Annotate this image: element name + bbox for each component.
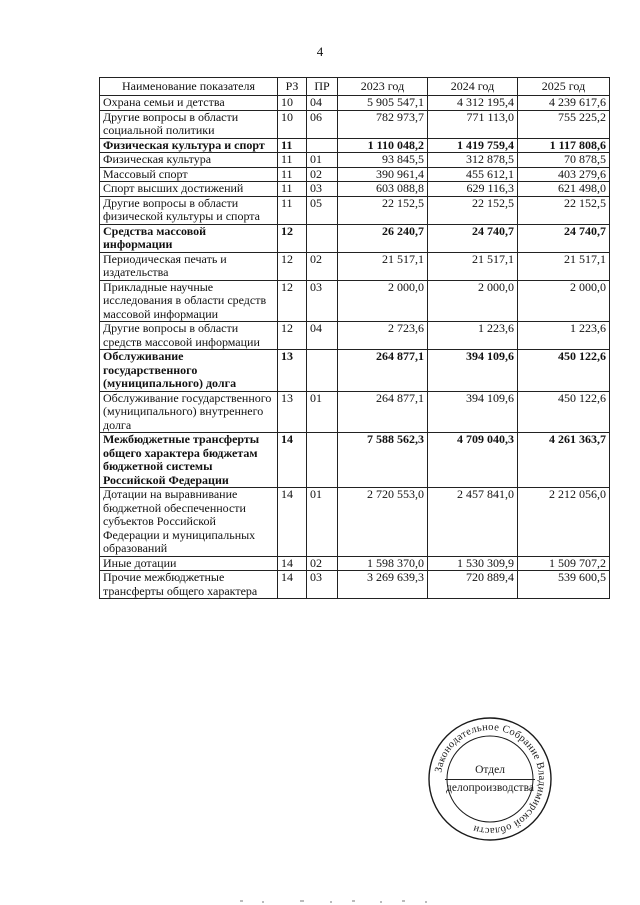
cell-pr: 06 xyxy=(307,110,338,138)
cell-2025: 1 117 808,6 xyxy=(518,138,610,153)
cell-name: Обслуживание государственного (муниципального) долга xyxy=(100,350,278,392)
table-row xyxy=(100,280,610,322)
table-row xyxy=(100,571,610,599)
cell-2025: 621 498,0 xyxy=(518,182,610,197)
cell-name: Прочие межбюджетные трансферты общего характера xyxy=(100,571,278,599)
header-2025: 2025 год xyxy=(518,78,610,96)
header-2023: 2023 год xyxy=(338,78,428,96)
cell-name: Средства массовой информации xyxy=(100,224,278,252)
table-row xyxy=(100,391,610,433)
stamp-ring-text: Законодательное Собрание Владимирской области xyxy=(433,721,548,837)
cell-2025: 450 122,6 xyxy=(518,391,610,433)
cell-pr: 04 xyxy=(307,322,338,350)
cell-2023: 5 905 547,1 xyxy=(338,96,428,111)
cell-2024: 629 116,3 xyxy=(428,182,518,197)
table-body xyxy=(100,96,610,599)
cell-name: Дотации на выравнивание бюджетной обеспеченности субъектов Российской Федерации и муниципальных образований xyxy=(100,488,278,557)
stamp-line1: Отдел xyxy=(475,763,505,776)
cell-rz: 14 xyxy=(278,556,307,571)
cell-2024: 1 530 309,9 xyxy=(428,556,518,571)
cell-2025: 403 279,6 xyxy=(518,167,610,182)
cell-rz: 13 xyxy=(278,391,307,433)
table-row xyxy=(100,167,610,182)
cell-2023: 21 517,1 xyxy=(338,252,428,280)
stamp xyxy=(427,716,553,842)
cell-pr: 01 xyxy=(307,391,338,433)
cell-2024: 22 152,5 xyxy=(428,196,518,224)
cell-pr: 02 xyxy=(307,252,338,280)
cell-name: Периодическая печать и издательства xyxy=(100,252,278,280)
cell-pr: 03 xyxy=(307,571,338,599)
table-header-row xyxy=(100,78,610,96)
cell-rz: 11 xyxy=(278,182,307,197)
cell-2024: 1 419 759,4 xyxy=(428,138,518,153)
table-row xyxy=(100,252,610,280)
cell-rz: 12 xyxy=(278,252,307,280)
cell-2023: 26 240,7 xyxy=(338,224,428,252)
cell-pr: 04 xyxy=(307,96,338,111)
cell-2024: 24 740,7 xyxy=(428,224,518,252)
table-row xyxy=(100,153,610,168)
cell-rz: 11 xyxy=(278,153,307,168)
cell-name: Межбюджетные трансферты общего характера бюджетам бюджетной системы Российской Федерации xyxy=(100,433,278,488)
cell-2025: 70 878,5 xyxy=(518,153,610,168)
cell-pr: 01 xyxy=(307,153,338,168)
table-row xyxy=(100,350,610,392)
cell-2025: 450 122,6 xyxy=(518,350,610,392)
cell-2024: 4 709 040,3 xyxy=(428,433,518,488)
cell-pr xyxy=(307,224,338,252)
cell-2024: 394 109,6 xyxy=(428,350,518,392)
cell-name: Массовый спорт xyxy=(100,167,278,182)
cell-2024: 394 109,6 xyxy=(428,391,518,433)
cell-pr: 01 xyxy=(307,488,338,557)
stamp-line2: делопроизводства xyxy=(446,781,534,794)
cell-rz: 11 xyxy=(278,138,307,153)
table-row xyxy=(100,488,610,557)
cell-rz: 12 xyxy=(278,280,307,322)
cell-rz: 12 xyxy=(278,322,307,350)
cell-pr: 03 xyxy=(307,280,338,322)
table-row xyxy=(100,138,610,153)
cell-2025: 539 600,5 xyxy=(518,571,610,599)
cell-rz: 14 xyxy=(278,433,307,488)
cell-2025: 4 261 363,7 xyxy=(518,433,610,488)
table-row xyxy=(100,433,610,488)
cell-2025: 2 212 056,0 xyxy=(518,488,610,557)
stamp-center xyxy=(427,716,553,842)
cell-rz: 13 xyxy=(278,350,307,392)
cell-pr: 03 xyxy=(307,182,338,197)
cell-rz: 10 xyxy=(278,110,307,138)
cell-pr xyxy=(307,350,338,392)
cell-pr: 02 xyxy=(307,556,338,571)
cell-2024: 21 517,1 xyxy=(428,252,518,280)
table-row xyxy=(100,556,610,571)
scan-artifact xyxy=(0,898,640,905)
cell-2023: 2 720 553,0 xyxy=(338,488,428,557)
cell-2023: 782 973,7 xyxy=(338,110,428,138)
cell-2023: 1 110 048,2 xyxy=(338,138,428,153)
page-number: 4 xyxy=(316,44,324,59)
table-row xyxy=(100,224,610,252)
cell-name: Другие вопросы в области физической культуры и спорта xyxy=(100,196,278,224)
cell-2023: 390 961,4 xyxy=(338,167,428,182)
cell-2023: 1 598 370,0 xyxy=(338,556,428,571)
table-row xyxy=(100,96,610,111)
cell-2025: 21 517,1 xyxy=(518,252,610,280)
cell-pr xyxy=(307,138,338,153)
table-row xyxy=(100,182,610,197)
cell-2025: 22 152,5 xyxy=(518,196,610,224)
cell-2025: 755 225,2 xyxy=(518,110,610,138)
cell-2023: 93 845,5 xyxy=(338,153,428,168)
cell-name: Другие вопросы в области социальной политики xyxy=(100,110,278,138)
cell-rz: 11 xyxy=(278,167,307,182)
cell-rz: 12 xyxy=(278,224,307,252)
table-row xyxy=(100,110,610,138)
table-row xyxy=(100,322,610,350)
cell-2023: 2 723,6 xyxy=(338,322,428,350)
cell-2024: 771 113,0 xyxy=(428,110,518,138)
cell-pr: 02 xyxy=(307,167,338,182)
cell-2024: 312 878,5 xyxy=(428,153,518,168)
cell-pr xyxy=(307,433,338,488)
cell-2024: 2 000,0 xyxy=(428,280,518,322)
cell-2024: 4 312 195,4 xyxy=(428,96,518,111)
cell-name: Физическая культура и спорт xyxy=(100,138,278,153)
cell-rz: 14 xyxy=(278,488,307,557)
cell-name: Иные дотации xyxy=(100,556,278,571)
cell-2025: 4 239 617,6 xyxy=(518,96,610,111)
cell-2023: 264 877,1 xyxy=(338,350,428,392)
cell-pr: 05 xyxy=(307,196,338,224)
cell-2024: 720 889,4 xyxy=(428,571,518,599)
cell-name: Спорт высших достижений xyxy=(100,182,278,197)
cell-2023: 22 152,5 xyxy=(338,196,428,224)
cell-2024: 2 457 841,0 xyxy=(428,488,518,557)
cell-name: Прикладные научные исследования в области средств массовой информации xyxy=(100,280,278,322)
header-2024: 2024 год xyxy=(428,78,518,96)
header-rz: РЗ xyxy=(278,78,307,96)
cell-2025: 1 223,6 xyxy=(518,322,610,350)
stamp-divider xyxy=(445,779,535,780)
cell-rz: 14 xyxy=(278,571,307,599)
cell-2024: 455 612,1 xyxy=(428,167,518,182)
budget-table xyxy=(99,77,610,599)
header-pr: ПР xyxy=(307,78,338,96)
cell-2023: 603 088,8 xyxy=(338,182,428,197)
cell-2023: 264 877,1 xyxy=(338,391,428,433)
cell-2023: 3 269 639,3 xyxy=(338,571,428,599)
cell-2025: 2 000,0 xyxy=(518,280,610,322)
cell-name: Обслуживание государственного (муниципального) внутреннего долга xyxy=(100,391,278,433)
cell-2023: 7 588 562,3 xyxy=(338,433,428,488)
header-name: Наименование показателя xyxy=(100,78,278,96)
table-row xyxy=(100,196,610,224)
cell-2025: 24 740,7 xyxy=(518,224,610,252)
cell-name: Охрана семьи и детства xyxy=(100,96,278,111)
cell-rz: 11 xyxy=(278,196,307,224)
cell-name: Физическая культура xyxy=(100,153,278,168)
cell-2025: 1 509 707,2 xyxy=(518,556,610,571)
cell-name: Другие вопросы в области средств массовой информации xyxy=(100,322,278,350)
cell-rz: 10 xyxy=(278,96,307,111)
cell-2023: 2 000,0 xyxy=(338,280,428,322)
cell-2024: 1 223,6 xyxy=(428,322,518,350)
